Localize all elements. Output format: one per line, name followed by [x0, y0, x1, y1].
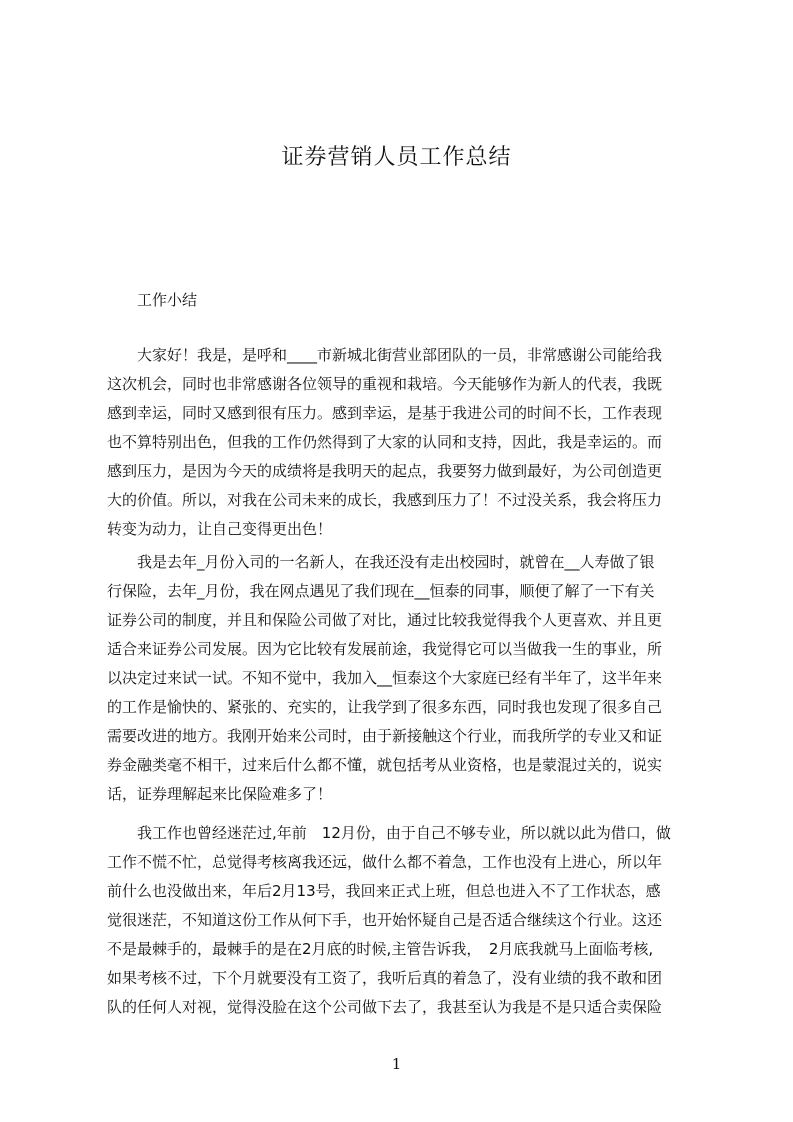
paragraph-line: 券金融类毫不相干，过来后什么都不懂，就包括考从业资格，也是蒙混过关的，说实 — [107, 756, 663, 774]
paragraph-line: 不是最棘手的，最棘手的是在2月底的时候,主管告诉我， 2月底我就马上面临考核, — [107, 940, 654, 958]
paragraph-2 — [107, 548, 709, 809]
paragraph-line: 工作不慌不忙，总觉得考核离我还远，做什么都不着急，工作也没有上进心，所以年 — [107, 853, 663, 871]
paragraph-line: 队的任何人对视，觉得没脸在这个公司做下去了，我甚至认为我是不是只适合卖保险 — [107, 998, 663, 1016]
paragraph-line: 转变为动力，让自己变得更出色！ — [107, 520, 333, 538]
paragraph-line: 我是去年_月份入司的一名新人，在我还没有走出校园时，就曾在__人寿做了银 — [107, 553, 655, 571]
paragraph-3 — [107, 819, 709, 1022]
paragraph-line: 大家好！我是，是呼和____市新城北街营业部团队的一员，非常感谢公司能给我 — [107, 346, 663, 364]
paragraph-1 — [107, 341, 709, 544]
paragraph-line: 如果考核不过，下个月就要没有工资了，我听后真的着急了，没有业绩的我不敢和团 — [107, 969, 663, 987]
paragraph-line: 前什么也没做出来，年后2月13号，我回来正式上班，但总也进入不了工作状态，感 — [107, 882, 661, 900]
paragraph-line: 需要改进的地方。我刚开始来公司时，由于新接触这个行业，而我所学的专业又和证 — [107, 727, 663, 745]
paragraph-line: 大的价值。所以，对我在公司未来的成长，我感到压力了！不过没关系，我会将压力 — [107, 491, 663, 509]
paragraph-line: 话，证券理解起来比保险难多了！ — [107, 785, 333, 803]
paragraph-line: 的工作是愉快的、紧张的、充实的，让我学到了很多东西，同时我也发现了很多自己 — [107, 698, 663, 716]
paragraph-line: 以决定过来试一试。不知不觉中，我加入__恒泰这个大家庭已经有半年了，这半年来 — [107, 669, 663, 687]
paragraph-line: 感到幸运，同时又感到很有压力。感到幸运，是基于我进公司的时间不长，工作表现 — [107, 404, 663, 422]
paragraph-line: 这次机会，同时也非常感谢各位领导的重视和栽培。今天能够作为新人的代表，我既 — [107, 375, 663, 393]
page-number: 1 — [391, 1055, 402, 1073]
paragraph-line: 证券公司的制度，并且和保险公司做了对比，通过比较我觉得我个人更喜欢、并且更 — [107, 611, 663, 629]
paragraph-line: 我工作也曾经迷茫过,年前 12月份，由于自己不够专业，所以就以此为借口，做 — [107, 824, 671, 842]
document-title: 证券营销人员工作总结 — [281, 145, 512, 170]
paragraph-line: 行保险，去年_月份，我在网点遇见了我们现在__恒泰的同事，顺便了解了一下有关 — [107, 582, 655, 600]
paragraph-line: 觉很迷茫，不知道这份工作从何下手，也开始怀疑自己是否适合继续这个行业。这还 — [107, 911, 663, 929]
paragraph-line: 适合来证券公司发展。因为它比较有发展前途，我觉得它可以当做我一生的事业，所 — [107, 640, 663, 658]
paragraph-line: 也不算特别出色，但我的工作仍然得到了大家的认同和支持，因此，我是幸运的。而 — [107, 433, 663, 451]
paragraph-line: 感到压力，是因为今天的成绩将是我明天的起点，我要努力做到最好，为公司创造更 — [107, 462, 663, 480]
section-heading: 工作小结 — [137, 291, 198, 309]
